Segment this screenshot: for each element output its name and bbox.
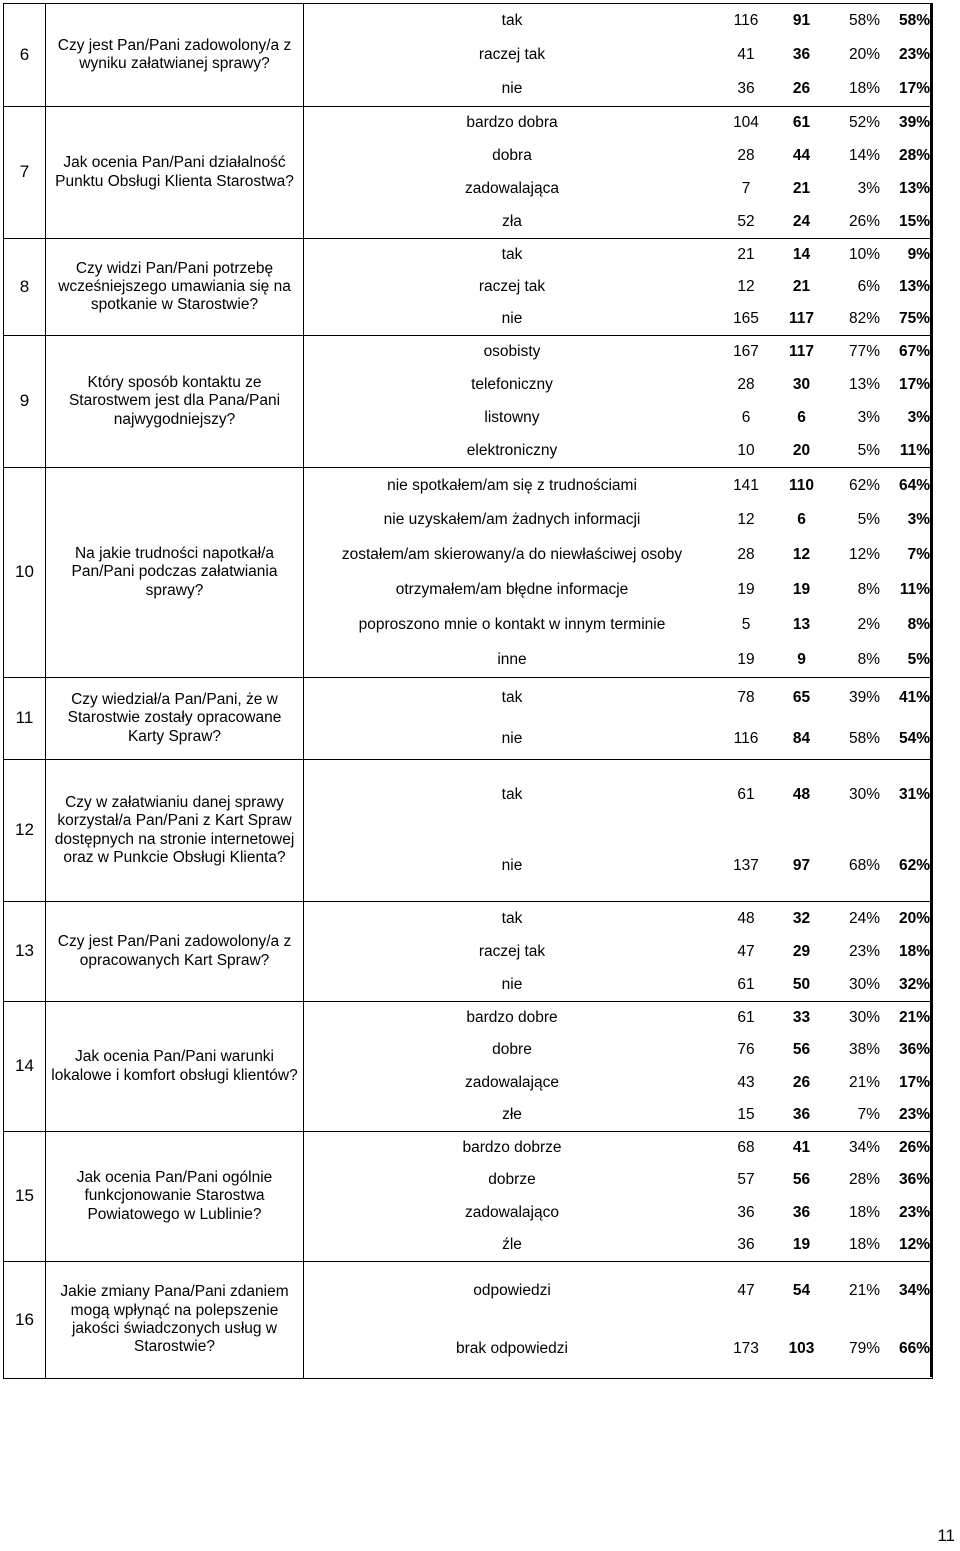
question-text: Czy widzi Pan/Pani potrzebę wcześniejszego umawiania się na spotkanie w Starostwie? bbox=[46, 239, 304, 336]
percent-first: 34% bbox=[848, 1139, 880, 1157]
count-second: 26 bbox=[792, 1073, 811, 1091]
percent-first: 14% bbox=[848, 147, 880, 165]
answer-row bbox=[307, 72, 936, 106]
count-first: 36 bbox=[737, 1203, 755, 1221]
question-row bbox=[4, 678, 933, 760]
percent-second: 26% bbox=[898, 1139, 930, 1157]
answer-label: zadowalająco bbox=[465, 1203, 559, 1221]
answer-row bbox=[307, 1164, 936, 1196]
percent-second: 21% bbox=[898, 1009, 930, 1027]
percent-second: 31% bbox=[898, 786, 930, 804]
question-number: 9 bbox=[4, 336, 46, 468]
answers-table bbox=[307, 1002, 936, 1131]
count-second: 36 bbox=[792, 46, 811, 64]
count-second: 33 bbox=[792, 1009, 811, 1027]
question-number: 13 bbox=[4, 902, 46, 1002]
question-number: 15 bbox=[4, 1132, 46, 1262]
answer-label: tak bbox=[501, 12, 523, 30]
percent-second: 7% bbox=[907, 546, 930, 564]
question-row bbox=[4, 1132, 933, 1262]
question-row bbox=[4, 468, 933, 678]
count-first: 137 bbox=[733, 856, 759, 874]
percent-second: 75% bbox=[898, 310, 930, 328]
answer-label: złe bbox=[502, 1105, 522, 1123]
percent-first: 24% bbox=[848, 909, 880, 927]
percent-first: 12% bbox=[848, 546, 880, 564]
answer-label: tak bbox=[501, 689, 523, 707]
percent-first: 21% bbox=[848, 1073, 880, 1091]
count-first: 36 bbox=[737, 1235, 755, 1253]
answer-row bbox=[307, 336, 936, 369]
answer-label: zadowalająca bbox=[465, 179, 559, 197]
question-row bbox=[4, 1262, 933, 1379]
question-row bbox=[4, 336, 933, 468]
answers-table bbox=[307, 107, 936, 238]
percent-first: 30% bbox=[848, 1009, 880, 1027]
percent-second: 28% bbox=[898, 147, 930, 165]
answer-row bbox=[307, 678, 936, 719]
percent-second: 23% bbox=[898, 1105, 930, 1123]
percent-first: 58% bbox=[848, 12, 880, 30]
count-first: 116 bbox=[733, 12, 759, 30]
answers-table bbox=[307, 1132, 936, 1261]
count-first: 19 bbox=[737, 580, 755, 598]
count-second: 20 bbox=[792, 441, 811, 459]
percent-first: 7% bbox=[857, 1105, 880, 1123]
answer-row bbox=[307, 1132, 936, 1164]
count-second: 97 bbox=[792, 856, 811, 874]
percent-first: 20% bbox=[848, 46, 880, 64]
count-first: 28 bbox=[737, 376, 755, 394]
answers-cell bbox=[304, 1002, 933, 1132]
percent-second: 36% bbox=[898, 1041, 930, 1059]
count-first: 5 bbox=[741, 615, 751, 633]
count-second: 110 bbox=[788, 476, 814, 494]
answer-label: nie bbox=[501, 310, 523, 328]
answer-row bbox=[307, 271, 936, 303]
question-text: Jak ocenia Pan/Pani działalność Punktu Obsługi Klienta Starostwa? bbox=[46, 107, 304, 239]
count-first: 52 bbox=[737, 212, 755, 230]
question-text: Czy jest Pan/Pani zadowolony/a z wyniku załatwianej sprawy? bbox=[46, 4, 304, 107]
percent-second: 13% bbox=[898, 278, 930, 296]
question-row bbox=[4, 1002, 933, 1132]
answer-row bbox=[307, 1197, 936, 1229]
answer-row bbox=[307, 303, 936, 335]
count-first: 12 bbox=[737, 511, 755, 529]
percent-second: 54% bbox=[898, 729, 930, 747]
page-number: 11 bbox=[937, 1526, 955, 1545]
percent-first: 18% bbox=[848, 1235, 880, 1253]
count-second: 32 bbox=[792, 909, 811, 927]
answers-cell bbox=[304, 107, 933, 239]
count-second: 19 bbox=[792, 1235, 811, 1253]
count-first: 61 bbox=[737, 1009, 755, 1027]
percent-first: 23% bbox=[848, 942, 880, 960]
percent-first: 8% bbox=[857, 580, 880, 598]
answers-table bbox=[307, 4, 936, 106]
count-second: 36 bbox=[792, 1105, 811, 1123]
count-second: 56 bbox=[792, 1041, 811, 1059]
answer-row bbox=[307, 140, 936, 173]
answer-row bbox=[307, 173, 936, 206]
survey-body bbox=[4, 4, 933, 1379]
answers-cell bbox=[304, 760, 933, 902]
count-second: 117 bbox=[788, 343, 814, 361]
percent-second: 18% bbox=[898, 942, 930, 960]
answer-label: bardzo dobre bbox=[466, 1009, 558, 1027]
answer-row bbox=[307, 205, 936, 238]
count-second: 65 bbox=[792, 689, 811, 707]
count-second: 36 bbox=[792, 1203, 811, 1221]
percent-first: 3% bbox=[857, 179, 880, 197]
percent-first: 18% bbox=[848, 80, 880, 98]
percent-first: 58% bbox=[848, 729, 880, 747]
percent-second: 9% bbox=[907, 246, 930, 264]
count-first: 10 bbox=[737, 441, 755, 459]
count-first: 61 bbox=[737, 786, 755, 804]
count-second: 103 bbox=[788, 1340, 815, 1358]
answer-row bbox=[307, 402, 936, 435]
answer-row bbox=[307, 1067, 936, 1099]
percent-first: 30% bbox=[848, 786, 880, 804]
answer-row bbox=[307, 538, 936, 573]
question-row bbox=[4, 4, 933, 107]
count-first: 12 bbox=[737, 278, 755, 296]
percent-second: 12% bbox=[898, 1235, 930, 1253]
table-right-edge bbox=[930, 3, 932, 1377]
answer-label: raczej tak bbox=[478, 278, 546, 296]
answer-row bbox=[307, 1320, 936, 1378]
answer-row bbox=[307, 107, 936, 140]
percent-second: 23% bbox=[898, 1203, 930, 1221]
answer-label: tak bbox=[501, 909, 523, 927]
percent-second: 62% bbox=[898, 856, 930, 874]
answer-label: bardzo dobra bbox=[466, 114, 558, 132]
percent-first: 10% bbox=[848, 246, 880, 264]
answer-row bbox=[307, 1262, 936, 1320]
percent-first: 38% bbox=[848, 1041, 880, 1059]
answer-row bbox=[307, 760, 936, 831]
percent-second: 64% bbox=[898, 476, 930, 494]
answer-row bbox=[307, 369, 936, 402]
percent-second: 11% bbox=[899, 580, 930, 598]
question-number: 6 bbox=[4, 4, 46, 107]
count-first: 36 bbox=[737, 80, 755, 98]
question-number: 10 bbox=[4, 468, 46, 678]
answer-row bbox=[307, 719, 936, 760]
count-second: 12 bbox=[792, 546, 811, 564]
percent-first: 62% bbox=[848, 476, 880, 494]
percent-second: 17% bbox=[898, 80, 930, 98]
question-text: Czy w załatwianiu danej sprawy korzystał/a Pan/Pani z Kart Spraw dostępnych na stronie internetowej oraz w Punkcie Obsługi Klienta? bbox=[46, 760, 304, 902]
question-text: Jak ocenia Pan/Pani warunki lokalowe i komfort obsługi klientów? bbox=[46, 1002, 304, 1132]
answer-label: nie bbox=[501, 729, 523, 747]
answer-label: dobrze bbox=[488, 1171, 536, 1189]
percent-first: 68% bbox=[848, 856, 880, 874]
answer-label: nie spotkałem/am się z trudnościami bbox=[387, 476, 637, 494]
count-second: 21 bbox=[792, 179, 811, 197]
question-row bbox=[4, 107, 933, 239]
count-first: 19 bbox=[737, 650, 755, 668]
answer-label: źle bbox=[502, 1235, 522, 1253]
count-first: 7 bbox=[741, 179, 751, 197]
answer-row bbox=[307, 239, 936, 271]
count-first: 15 bbox=[737, 1105, 755, 1123]
percent-first: 79% bbox=[848, 1340, 880, 1358]
answers-cell bbox=[304, 4, 933, 107]
answers-table bbox=[307, 760, 936, 901]
count-second: 61 bbox=[792, 114, 811, 132]
answer-row bbox=[307, 4, 936, 38]
answer-label: nie bbox=[501, 80, 523, 98]
answer-label: zostałem/am skierowany/a do niewłaściwej osoby bbox=[341, 546, 683, 564]
answers-table bbox=[307, 336, 936, 467]
question-number: 8 bbox=[4, 239, 46, 336]
count-first: 104 bbox=[733, 114, 759, 132]
percent-second: 11% bbox=[899, 441, 930, 459]
count-first: 167 bbox=[733, 343, 759, 361]
answers-table bbox=[307, 902, 936, 1001]
answers-cell bbox=[304, 1262, 933, 1379]
answer-row bbox=[307, 503, 936, 538]
answers-cell bbox=[304, 1132, 933, 1262]
question-text: Na jakie trudności napotkał/a Pan/Pani podczas załatwiania sprawy? bbox=[46, 468, 304, 678]
survey-results-table bbox=[3, 3, 933, 1379]
answer-row bbox=[307, 1034, 936, 1066]
count-first: 61 bbox=[737, 975, 755, 993]
answer-row bbox=[307, 831, 936, 902]
question-number: 16 bbox=[4, 1262, 46, 1379]
percent-second: 3% bbox=[907, 408, 930, 426]
answers-cell bbox=[304, 678, 933, 760]
percent-first: 21% bbox=[848, 1282, 880, 1300]
question-text: Czy jest Pan/Pani zadowolony/a z opracowanych Kart Spraw? bbox=[46, 902, 304, 1002]
percent-first: 5% bbox=[857, 441, 880, 459]
percent-second: 15% bbox=[898, 212, 930, 230]
count-first: 116 bbox=[733, 729, 759, 747]
count-first: 173 bbox=[733, 1340, 759, 1358]
answer-row bbox=[307, 1002, 936, 1034]
percent-second: 34% bbox=[898, 1282, 930, 1300]
percent-first: 52% bbox=[848, 114, 880, 132]
count-first: 41 bbox=[737, 46, 755, 64]
question-text: Który sposób kontaktu ze Starostwem jest dla Pana/Pani najwygodniejszy? bbox=[46, 336, 304, 468]
count-first: 48 bbox=[737, 909, 755, 927]
answer-label: raczej tak bbox=[478, 46, 546, 64]
percent-second: 66% bbox=[898, 1340, 930, 1358]
answers-table bbox=[307, 1262, 936, 1378]
percent-second: 17% bbox=[898, 1073, 930, 1091]
percent-first: 6% bbox=[857, 278, 880, 296]
percent-second: 41% bbox=[898, 689, 930, 707]
answer-label: zła bbox=[502, 212, 522, 230]
percent-first: 18% bbox=[848, 1203, 880, 1221]
answer-label: raczej tak bbox=[478, 942, 546, 960]
count-first: 141 bbox=[733, 476, 759, 494]
percent-second: 8% bbox=[907, 615, 930, 633]
count-first: 165 bbox=[733, 310, 759, 328]
answer-label: brak odpowiedzi bbox=[455, 1340, 568, 1358]
answer-label: listowny bbox=[484, 408, 540, 426]
count-second: 30 bbox=[792, 376, 811, 394]
answer-label: poproszono mnie o kontakt w innym terminie bbox=[358, 615, 666, 633]
answer-row bbox=[307, 1099, 936, 1131]
count-first: 47 bbox=[737, 942, 755, 960]
count-second: 6 bbox=[797, 511, 806, 529]
answer-row bbox=[307, 968, 936, 1001]
answer-label: inne bbox=[497, 650, 527, 668]
question-text: Czy wiedział/a Pan/Pani, że w Starostwie zostały opracowane Karty Spraw? bbox=[46, 678, 304, 760]
count-first: 21 bbox=[737, 246, 755, 264]
answer-label: elektroniczny bbox=[466, 441, 558, 459]
answer-label: tak bbox=[501, 786, 523, 804]
answer-label: nie bbox=[501, 856, 523, 874]
count-second: 91 bbox=[792, 12, 811, 30]
count-first: 78 bbox=[737, 689, 755, 707]
count-second: 21 bbox=[792, 278, 811, 296]
percent-second: 32% bbox=[898, 975, 930, 993]
percent-second: 67% bbox=[898, 343, 930, 361]
count-first: 47 bbox=[737, 1282, 755, 1300]
question-number: 12 bbox=[4, 760, 46, 902]
question-text: Jakie zmiany Pana/Pani zdaniem mogą wpłynąć na polepszenie jakości świadczonych usług w Starostwie? bbox=[46, 1262, 304, 1379]
count-second: 29 bbox=[792, 942, 811, 960]
percent-second: 36% bbox=[898, 1171, 930, 1189]
count-second: 50 bbox=[792, 975, 811, 993]
answer-label: dobre bbox=[492, 1041, 532, 1059]
answer-row bbox=[307, 1229, 936, 1261]
count-second: 19 bbox=[792, 580, 811, 598]
count-first: 6 bbox=[741, 408, 751, 426]
answers-cell bbox=[304, 468, 933, 678]
count-second: 44 bbox=[792, 147, 811, 165]
answers-cell bbox=[304, 336, 933, 468]
answer-row bbox=[307, 38, 936, 72]
answer-label: nie uzyskałem/am żadnych informacji bbox=[383, 511, 641, 529]
count-second: 56 bbox=[792, 1171, 811, 1189]
percent-first: 82% bbox=[848, 310, 880, 328]
count-second: 6 bbox=[797, 408, 806, 426]
answer-label: dobra bbox=[492, 147, 532, 165]
answer-label: otrzymałem/am błędne informacje bbox=[395, 580, 629, 598]
answers-cell bbox=[304, 902, 933, 1002]
percent-first: 2% bbox=[857, 615, 880, 633]
answer-row bbox=[307, 607, 936, 642]
percent-second: 13% bbox=[898, 179, 930, 197]
answer-label: osobisty bbox=[483, 343, 541, 361]
question-number: 14 bbox=[4, 1002, 46, 1132]
count-first: 76 bbox=[737, 1041, 755, 1059]
percent-second: 23% bbox=[898, 46, 930, 64]
percent-first: 77% bbox=[848, 343, 880, 361]
question-number: 11 bbox=[4, 678, 46, 760]
count-second: 26 bbox=[792, 80, 811, 98]
count-second: 54 bbox=[792, 1282, 811, 1300]
answer-label: odpowiedzi bbox=[473, 1282, 551, 1300]
count-second: 13 bbox=[792, 615, 811, 633]
answer-row bbox=[307, 902, 936, 935]
count-first: 28 bbox=[737, 546, 755, 564]
percent-first: 5% bbox=[857, 511, 880, 529]
answers-table bbox=[307, 468, 936, 677]
answer-label: bardzo dobrze bbox=[462, 1139, 562, 1157]
question-row bbox=[4, 239, 933, 336]
percent-first: 13% bbox=[848, 376, 880, 394]
answer-row bbox=[307, 935, 936, 968]
count-second: 9 bbox=[797, 650, 806, 668]
count-second: 41 bbox=[792, 1139, 811, 1157]
count-first: 28 bbox=[737, 147, 755, 165]
question-text: Jak ocenia Pan/Pani ogólnie funkcjonowanie Starostwa Powiatowego w Lublinie? bbox=[46, 1132, 304, 1262]
count-second: 117 bbox=[788, 310, 814, 328]
count-second: 48 bbox=[792, 786, 811, 804]
answer-label: telefoniczny bbox=[471, 376, 553, 394]
count-first: 68 bbox=[737, 1139, 755, 1157]
percent-second: 39% bbox=[898, 114, 930, 132]
percent-first: 8% bbox=[857, 650, 880, 668]
question-row bbox=[4, 760, 933, 902]
percent-second: 58% bbox=[898, 12, 930, 30]
percent-first: 30% bbox=[848, 975, 880, 993]
percent-first: 26% bbox=[848, 212, 880, 230]
answer-row bbox=[307, 572, 936, 607]
percent-second: 20% bbox=[898, 909, 930, 927]
question-row bbox=[4, 902, 933, 1002]
answer-label: nie bbox=[501, 975, 523, 993]
percent-second: 3% bbox=[907, 511, 930, 529]
percent-second: 5% bbox=[907, 650, 930, 668]
answer-label: zadowalające bbox=[465, 1073, 559, 1091]
count-second: 84 bbox=[792, 729, 811, 747]
answer-row bbox=[307, 434, 936, 467]
count-first: 43 bbox=[737, 1073, 755, 1091]
answers-table bbox=[307, 239, 936, 335]
question-number: 7 bbox=[4, 107, 46, 239]
percent-first: 39% bbox=[848, 689, 880, 707]
percent-first: 3% bbox=[857, 408, 880, 426]
answers-cell bbox=[304, 239, 933, 336]
percent-first: 28% bbox=[848, 1171, 880, 1189]
answers-table bbox=[307, 678, 936, 759]
count-second: 14 bbox=[792, 246, 811, 264]
answer-label: tak bbox=[501, 246, 523, 264]
answer-row bbox=[307, 642, 936, 677]
percent-second: 17% bbox=[898, 376, 930, 394]
count-first: 57 bbox=[737, 1171, 755, 1189]
count-second: 24 bbox=[792, 212, 811, 230]
answer-row bbox=[307, 468, 936, 503]
